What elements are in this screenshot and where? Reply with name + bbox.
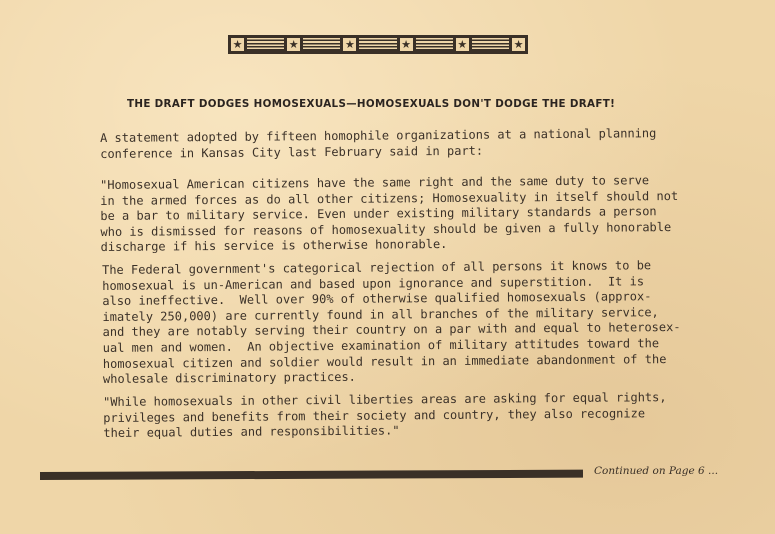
footer-rule	[40, 470, 583, 480]
star-icon: ★	[457, 38, 468, 51]
stripes-decoration	[472, 38, 509, 51]
star-icon: ★	[401, 38, 412, 51]
star-icon: ★	[513, 38, 524, 51]
stripes-decoration	[247, 38, 284, 51]
paragraph-quote-rights: "Homosexual American citizens have the same right and the same duty to serve in the armed forces as do all other citizens; Homosexuality in itself should not be a bar to military service. Even under existing military standards a person who is dismissed for reasons of homosexuality should be given a fully honorable discharge if his service is otherwise honorable.	[100, 173, 679, 255]
paragraph-federal-government: The Federal government's categorical rejection of all persons it knows to be homosexual is un-American and based upon ignorance and superstition. It is also ineffective. Well over 90% of otherwise qualified homosexuals (approx- imately 250,000) are currently found in all branches of the military service, and they are notably serving their country on a par with and equal to heterosex- ual men and women. An objective examination of military attitudes toward the homosexual citizen and soldier would result in an immediate abandonment of the wholesale discriminatory practices.	[102, 258, 681, 387]
stripes-decoration	[416, 38, 453, 51]
stripes-decoration	[359, 38, 396, 51]
stars-and-stripes-banner	[228, 35, 528, 54]
paragraph-quote-duties: "While homosexuals in other civil liberties areas are asking for equal rights, privileges and benefits from their society and country, they also recognize their equal duties and responsibilities."	[103, 390, 667, 441]
paragraph-intro: A statement adopted by fifteen homophile organizations at a national planning conference in Kansas City last February said in part:	[100, 126, 657, 161]
star-icon: ★	[344, 38, 355, 51]
star-icon: ★	[232, 38, 243, 51]
continued-note: Continued on Page 6 ...	[594, 465, 719, 477]
star-icon: ★	[288, 38, 299, 51]
stripes-decoration	[303, 38, 340, 51]
headline: THE DRAFT DODGES HOMOSEXUALS—HOMOSEXUALS DON'T DODGE THE DRAFT!	[127, 98, 616, 110]
